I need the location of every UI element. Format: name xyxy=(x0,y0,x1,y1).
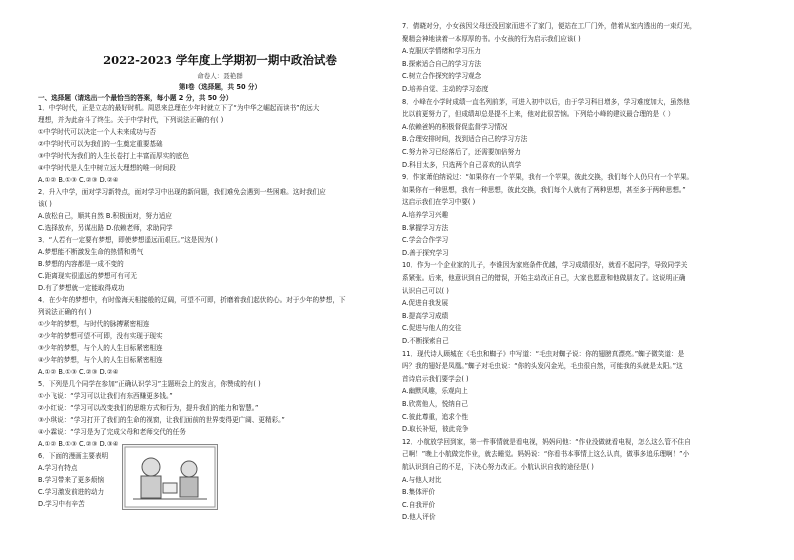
left-question-line: D.学习中有辛苦 xyxy=(38,500,85,508)
right-question-line: 聚精会神地读着一本厚厚的书。小女孩的行为启示我们应该( ) xyxy=(402,34,581,43)
right-question-line: C.树立合作探究的学习观念 xyxy=(402,72,482,81)
left-question-line: 1．中学时代，正是立志的最好时机。周恩来总理在少年时就立下了“为中华之崛起而读书”的远大 xyxy=(38,104,320,112)
left-question-line: A.学习有特点 xyxy=(38,464,78,472)
left-question-line: A.①② B.①③ C.②③ D.②④ xyxy=(38,368,119,376)
left-question-line: A.①② B.①③ C.②③ D.②④ xyxy=(38,176,119,184)
right-question-line: A.克服厌学情绪和学习压力 xyxy=(402,47,482,56)
right-question-line: D.培养自觉、主动的学习态度 xyxy=(402,85,489,93)
right-question-line: C.学会合作学习 xyxy=(402,236,449,245)
left-question-line: ③少年的梦想，与个人的人生目标紧密相连 xyxy=(38,344,163,352)
right-question-line: D.科目太多，只选两个自己喜欢的认真学 xyxy=(402,160,522,169)
right-question-line: 首诗启示我们要学会( ) xyxy=(402,374,469,383)
left-question-line: ②中学时代可以为我们的一生奠定重要基础 xyxy=(38,140,163,148)
left-question-line: B.学习带来了更多烦恼 xyxy=(38,476,104,484)
part-heading: 一、选择题（请选出一个最恰当的答案，每小题 2 分，共 50 分） xyxy=(38,94,233,102)
left-question-line: ③中学时代为我们的人生长卷打上丰富而厚实的底色 xyxy=(38,152,189,160)
right-question-line: C.努力补习已经落后了，还需要加倍努力 xyxy=(402,148,521,156)
right-question-line: 吗？我的翅好是凤凰。”蜘子对毛虫说：“你的头发闪金光，毛虫很自然，可能我的头就是太阳。”这 xyxy=(402,362,683,371)
right-question-line: A.依赖爸妈的积极督促监督学习情况 xyxy=(402,122,508,131)
right-question-line: 11．现代诗人顾城在《毛虫和蜘子》中写道：“毛虫对蜘子说：你的翅膀真漂亮。”蜘子微笑道：是 xyxy=(402,349,685,358)
section-heading: 第Ⅰ卷（选择题，共 50 分） xyxy=(178,83,262,91)
left-question-line: 该( ) xyxy=(38,200,52,208)
right-question-line: 这启示我们在学习中要( ) xyxy=(402,198,476,207)
left-question-line: A.梦想能不断激发生命的热情和勇气 xyxy=(38,248,144,256)
right-question-line: 9．作家萧伯纳说过：“如果你有一个苹果，我有一个苹果，彼此交换，我们每个人仍只有一个苹果。 xyxy=(402,173,694,182)
comic-image xyxy=(122,444,218,510)
right-question-line: B.合理安排时间，找到适合自己的学习方法 xyxy=(402,135,528,144)
left-question-line: A.①② B.①③ C.②③ D.③④ xyxy=(38,440,119,448)
right-question-line: D.取长补短，彼此竞争 xyxy=(402,425,469,434)
left-question-line: ①中学时代可以决定一个人未来成功与否 xyxy=(38,128,157,136)
right-question-line: D.善于探究学习 xyxy=(402,248,449,257)
left-question-line: D.有了梦想就一定能取得成功 xyxy=(38,284,125,292)
left-question-line: B.梦想的内容都是一成不变的 xyxy=(38,260,124,268)
right-question-line: 系紧张。后来，他意识到自己的错误，开始主动改正自己，大家也愿意和他做朋友了。这说明正确 xyxy=(402,274,686,282)
right-question-line: 10．作为一个企业家的儿子，李谁因为家庭条件优越，学习成绩很好，就看不起同学，导致同学关 xyxy=(402,261,688,270)
right-question-line: C.自我评价 xyxy=(402,500,436,509)
right-question-line: 认识自己可以( ) xyxy=(402,286,449,295)
left-question-line: 2．升入中学，面对学习新特点，面对学习中出现的新问题，我们难免会遇到一些困难。这时我们应 xyxy=(38,188,326,196)
right-question-line: 航认识到自己的不足，下决心努力改正。小航认识自我的途径是( ) xyxy=(402,463,594,471)
right-question-line: 8．小峰在小学时成绩一直名列前茅，可进入初中以后，由于学习科目增多，学习难度加大，虽然他 xyxy=(402,97,690,106)
left-question-line: ②少年的梦想可望不可即，没有实现于现实 xyxy=(38,332,163,340)
left-question-line: ①少年的梦想，与时代的脉搏紧密相连 xyxy=(38,320,150,328)
left-question-line: C.学习激发前进的动力 xyxy=(38,488,105,496)
left-question-line: ④少年的梦想，与个人的人生目标紧密相连 xyxy=(38,356,163,364)
left-question-line: ②小红说：“学习可以改变我们的思维方式和行为，提升我们的能力和智慧。” xyxy=(38,404,259,412)
right-question-line: A.与他人对比 xyxy=(402,475,442,484)
left-question-line: 理想，并为此奋斗了终生。关于中学时代，下列说法正确的有( ) xyxy=(38,116,224,124)
right-question-line: D.他人评价 xyxy=(402,513,436,522)
right-question-line: B.掌握学习方法 xyxy=(402,223,449,232)
left-question-line: 6．下面的漫画主要表明 xyxy=(38,452,109,460)
left-question-line: C.选择放弃，另谋出路 D.依赖老师，求助同学 xyxy=(38,224,173,232)
right-question-line: 己啊！”晚上小航做完作业，就去睡觉。妈妈说：“你看书本事情上这么认真，做事多追乐理啊！”小 xyxy=(402,450,690,459)
right-question-line: B.提高学习成绩 xyxy=(402,311,449,320)
right-question-line: 如果你有一种思想，我有一种思想，彼此交换，我们每个人就有了两种思想，甚至多于两种思想。” xyxy=(402,185,686,194)
right-question-line: C.彼此尊重，追求个性 xyxy=(402,412,469,421)
right-question-line: 12．小航放学回到家，第一件事情就是看电视，妈妈问他：“作业没做就看电视，怎么这么管不住自 xyxy=(402,437,691,446)
left-question-line: 5．下列是几个同学在参加“正确认识学习”主题班会上的发言，你赞成的有( ) xyxy=(38,380,261,388)
left-question-line: 3．“人若有一定要有梦想，即使梦想遥远而艰巨。”这是因为( ) xyxy=(38,236,218,244)
right-question-line: B.探索适合自己的学习方法 xyxy=(402,59,482,68)
left-question-line: 列说法正确的有( ) xyxy=(38,308,92,316)
right-question-line: 7．倩晓对分，小女孩因父母还没回家而进不了家门，便站在工厂门外，借着从室内透出的一束灯光， xyxy=(402,22,697,30)
right-question-line: A.培养学习兴趣 xyxy=(402,211,449,219)
right-question-line: C.促进与他人的交往 xyxy=(402,324,462,333)
right-question-line: B.集体评价 xyxy=(402,488,435,497)
exam-author: 命卷人：聂艳群 xyxy=(197,72,243,80)
comic-illustration-icon xyxy=(123,445,217,509)
left-question-line: C.距离现实很遥远的梦想可有可无 xyxy=(38,272,138,280)
left-question-line: ④中学时代是人生中树立远大理想的唯一时间段 xyxy=(38,164,176,172)
exam-title: 2022-2023 学年度上学期初一期中政治试卷 xyxy=(103,53,337,67)
left-question-line: 4．在少年的梦想中，有时像海天相接般的辽阔，可望不可即，折磨着我们起伏的心。对于少年的梦想，下 xyxy=(38,296,346,304)
right-question-line: 比以前更努力了，但成绩却总是提不上来，他对此很苦恼。下列给小峰的建议最合理的是（ ） xyxy=(402,110,675,119)
right-question-line: A.幽默风趣，乐观向上 xyxy=(402,387,468,396)
right-question-line: D.不断探索自己 xyxy=(402,337,449,345)
left-question-line: ①小飞说：“学习可以让我们有东西赚更多钱。” xyxy=(38,392,173,400)
right-question-line: A.促进自我发展 xyxy=(402,299,449,308)
left-question-line: ③小琪说：“学习打开了我们的生命的视窗，让我们面前的世界变得更广阔、更精彩。” xyxy=(38,416,285,424)
right-question-line: B.欣赏他人，悦纳自己 xyxy=(402,400,468,408)
left-question-line: ④小霖说：“学习是为了完成父母和老师交代的任务 xyxy=(38,428,186,436)
left-question-line: A.放松自己，顺其自然 B.积极面对，努力适应 xyxy=(38,212,172,220)
